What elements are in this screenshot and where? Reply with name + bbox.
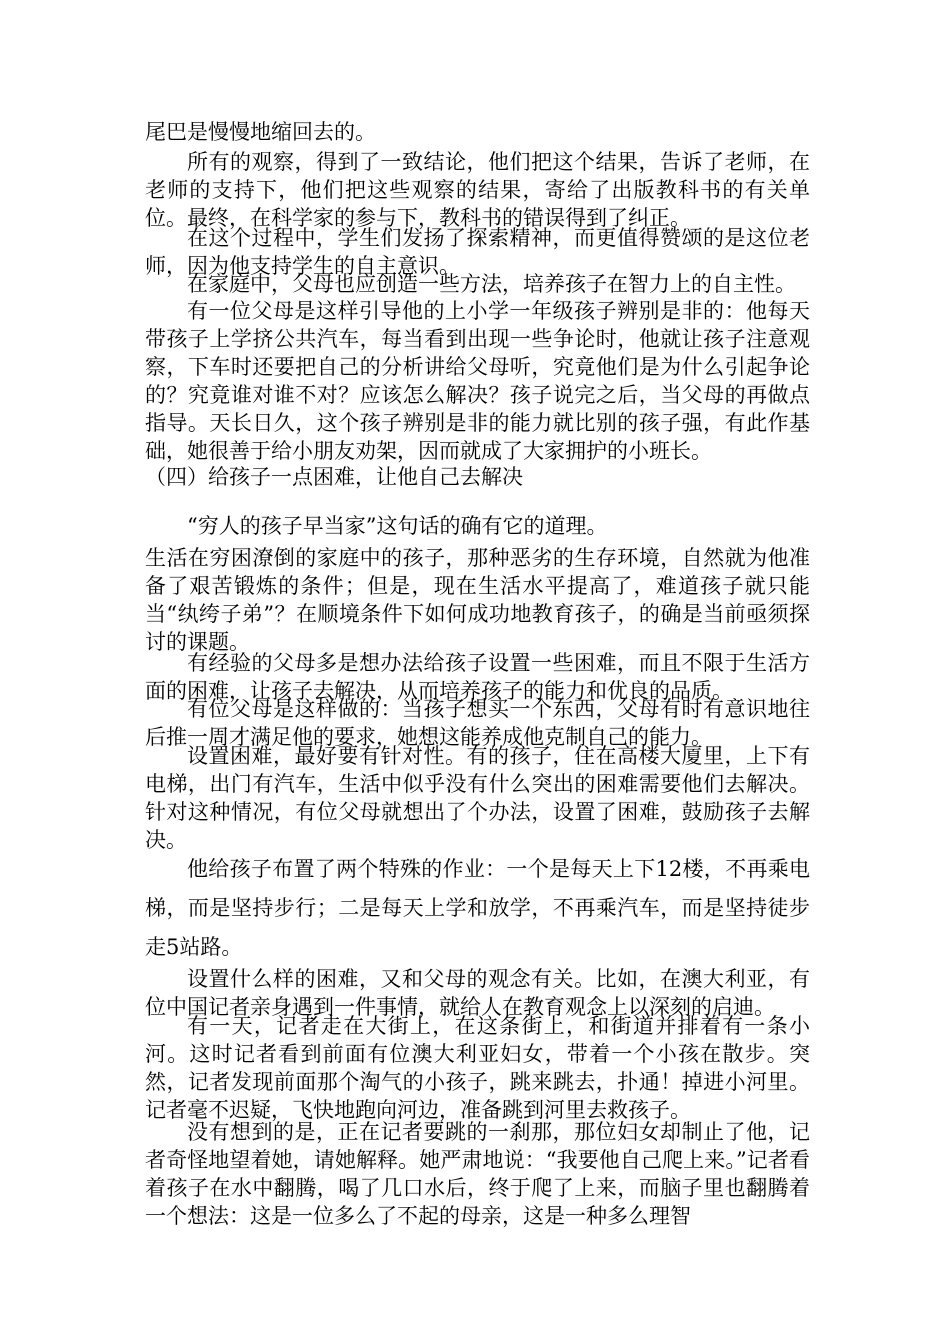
paragraph-6: “穷人的孩子早当家”这句话的确有它的道理。 xyxy=(187,514,608,538)
paragraph-8: 有经验的父母多是想办法给孩子设置一些困难，而且不限于生活方面的困难，让孩子去解决，从而培养孩子的能力和优良的品质。 xyxy=(145,651,810,703)
paragraph-14: 没有想到的是，正在记者要跳的一刹那，那位妇女却制止了他，记者奇怪地望着她，请她解释。她严肃地说：“我要他自己爬上来。”记者看着孩子在水中翻腾，喝了几口水后，终于爬了上来，而脑子里也翻腾着一个想法：这是一位多么了不起的母亲，这是一种多么理智 xyxy=(145,1120,810,1228)
paragraph-5: 有一位父母是这样引导他的上小学一年级孩子辨别是非的：他每天带孩子上学挤公共汽车，每当看到出现一些争论时，他就让孩子注意观察，下车时还要把自己的分析讲给父母听，究竟他们是为什么引起争论的？究竟谁对谁不对？应该怎么解决？孩子说完之后，当父母的再做点指导。天长日久，这个孩子辨别是非的能力就比别的孩子强，有此作基础，她很善于给小朋友劝架，因而就成了大家拥护的小班长。 xyxy=(145,299,810,463)
paragraph-12: 设置什么样的困难，又和父母的观念有关。比如，在澳大利亚，有位中国记者亲身遇到一件事情，就给人在教育观念上以深刻的启迪。 xyxy=(145,967,810,1019)
paragraph-10: 设置困难，最好要有针对性。有的孩子，住在高楼大厦里，上下有电梯，出门有汽车，生活中似乎没有什么突出的困难需要他们去解决。针对这种情况，有位父母就想出了个办法，设置了困难，鼓励孩子去解决。 xyxy=(145,744,810,852)
paragraph-1: 尾巴是慢慢地缩回去的。 xyxy=(145,120,376,144)
paragraph-13: 有一天，记者走在大街上，在这条街上，和街道并排着有一条小河。这时记者看到前面有位澳大利亚妇女，带着一个小孩在散步。突然，记者发现前面那个淘气的小孩子，跳来跳去，扑通！掉进小河里。记者毫不迟疑，飞快地跑向河边，准备跳到河里去救孩子。 xyxy=(145,1014,810,1122)
paragraph-4: 在家庭中，父母也应创造一些方法，培养孩子在智力上的自主性。 xyxy=(187,272,796,296)
paragraph-11: 他给孩子布置了两个特殊的作业：一个是每天上下12楼，不再乘电梯，而是坚持步行；二是每天上学和放学，不再乘汽车，而是坚持徒步走5站路。 xyxy=(145,857,810,959)
paragraph-9: 有位父母是这样做的：当孩子想买一个东西，父母有时有意识地往后推一周才满足他的要求，她想这能养成他克制自己的能力。 xyxy=(145,697,810,749)
paragraph-2: 所有的观察，得到了一致结论，他们把这个结果，告诉了老师，在老师的支持下，他们把这些观察的结果，寄给了出版教科书的有关单位。最终，在科学家的参与下，教科书的错误得到了纠正。 xyxy=(145,150,810,230)
paragraph-3: 在这个过程中，学生们发扬了探索精神，而更值得赞颂的是这位老师，因为他支持学生的自主意识。 xyxy=(145,226,810,278)
paragraph-7: 生活在穷困潦倒的家庭中的孩子，那种恶劣的生存环境，自然就为他准备了艰苦锻炼的条件；但是，现在生活水平提高了，难道孩子就只能当“纨绔子弟”？在顺境条件下如何成功地教育孩子，的确是当前亟须探讨的课题。 xyxy=(145,546,810,654)
section-heading: （四）给孩子一点困难，让他自己去解决 xyxy=(145,465,523,489)
